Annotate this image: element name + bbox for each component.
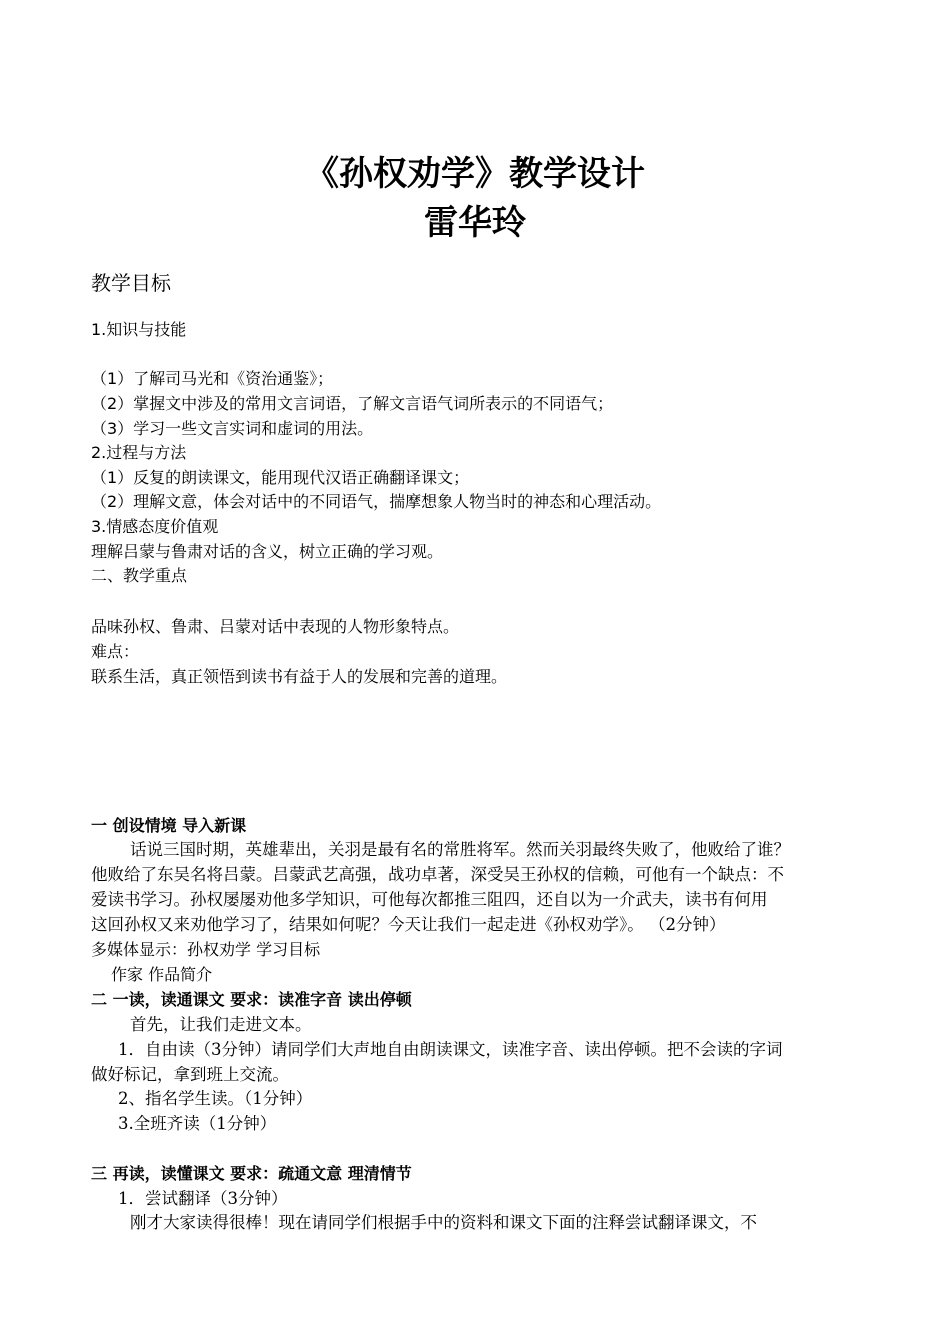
goals-heading: 教学目标 (91, 271, 171, 295)
step3-item1-text: 刚才大家读得很棒！现在请同学们根据手中的资料和课文下面的注释尝试翻译课文，不 (130, 1213, 757, 1232)
step2-intro: 首先，让我们走进文本。 (130, 1015, 312, 1034)
step2-item1-line: 1．自由读（3分钟）请同学们大声地自由朗读课文，读准字音、读出停顿。把不会读的字词 (118, 1040, 783, 1059)
knowledge-item: （3）学习一些文言实词和虚词的用法。 (91, 419, 374, 438)
step1-heading: 一 创设情境 导入新课 (91, 816, 247, 835)
knowledge-item: （1）了解司马光和《资治通鉴》； (91, 369, 334, 388)
document-author: 雷华玲 (424, 203, 526, 243)
step3-item1: 1．尝试翻译（3分钟） (118, 1189, 288, 1208)
multimedia-line: 多媒体显示：孙权劝学 学习目标 (91, 940, 321, 959)
document-title: 《孙权劝学》教学设计 (305, 154, 645, 194)
step2-item2: 2、指名学生读。（1分钟） (118, 1089, 313, 1108)
process-heading: 2.过程与方法 (91, 443, 187, 462)
process-item: （1）反复的朗读课文，能用现代汉语正确翻译课文； (91, 468, 470, 487)
author-intro-line: 作家 作品简介 (111, 965, 213, 984)
step2-item3: 3.全班齐读（1分钟） (118, 1114, 277, 1133)
emotion-heading: 3.情感态度价值观 (91, 517, 219, 536)
step2-heading: 二 一读，读通课文 要求：读准字音 读出停顿 (91, 990, 412, 1009)
process-item: （2）理解文意，体会对话中的不同语气，揣摩想象人物当时的神态和心理活动。 (91, 492, 662, 511)
key-text: 品味孙权、鲁肃、吕蒙对话中表现的人物形象特点。 (91, 617, 460, 636)
knowledge-item: （2）掌握文中涉及的常用文言词语，了解文言语气词所表示的不同语气； (91, 394, 614, 413)
knowledge-heading: 1.知识与技能 (91, 320, 187, 339)
step1-line: 爱读书学习。孙权屡屡劝他多学知识，可他每次都推三阻四，还自以为一介武夫，读书有何用 (91, 890, 768, 909)
key-heading: 二、教学重点 (91, 566, 188, 585)
step3-heading: 三 再读，读懂课文 要求：疏通文意 理清情节 (91, 1164, 412, 1183)
step2-item1-line: 做好标记，拿到班上交流。 (91, 1065, 289, 1084)
emotion-text: 理解吕蒙与鲁肃对话的含义，树立正确的学习观。 (91, 542, 444, 561)
step1-line: 这回孙权又来劝他学习了，结果如何呢？今天让我们一起走进《孙权劝学》。 （2分钟） (91, 915, 726, 934)
step1-line: 话说三国时期，英雄辈出，关羽是最有名的常胜将军。然而关羽最终失败了，他败给了谁？ (130, 840, 790, 859)
step1-line: 他败给了东吴名将吕蒙。吕蒙武艺高强，战功卓著，深受吴王孙权的信赖，可他有一个缺点：不 (91, 865, 784, 884)
difficulty-text: 联系生活，真正领悟到读书有益于人的发展和完善的道理。 (91, 667, 508, 686)
difficulty-heading: 难点： (91, 642, 140, 661)
